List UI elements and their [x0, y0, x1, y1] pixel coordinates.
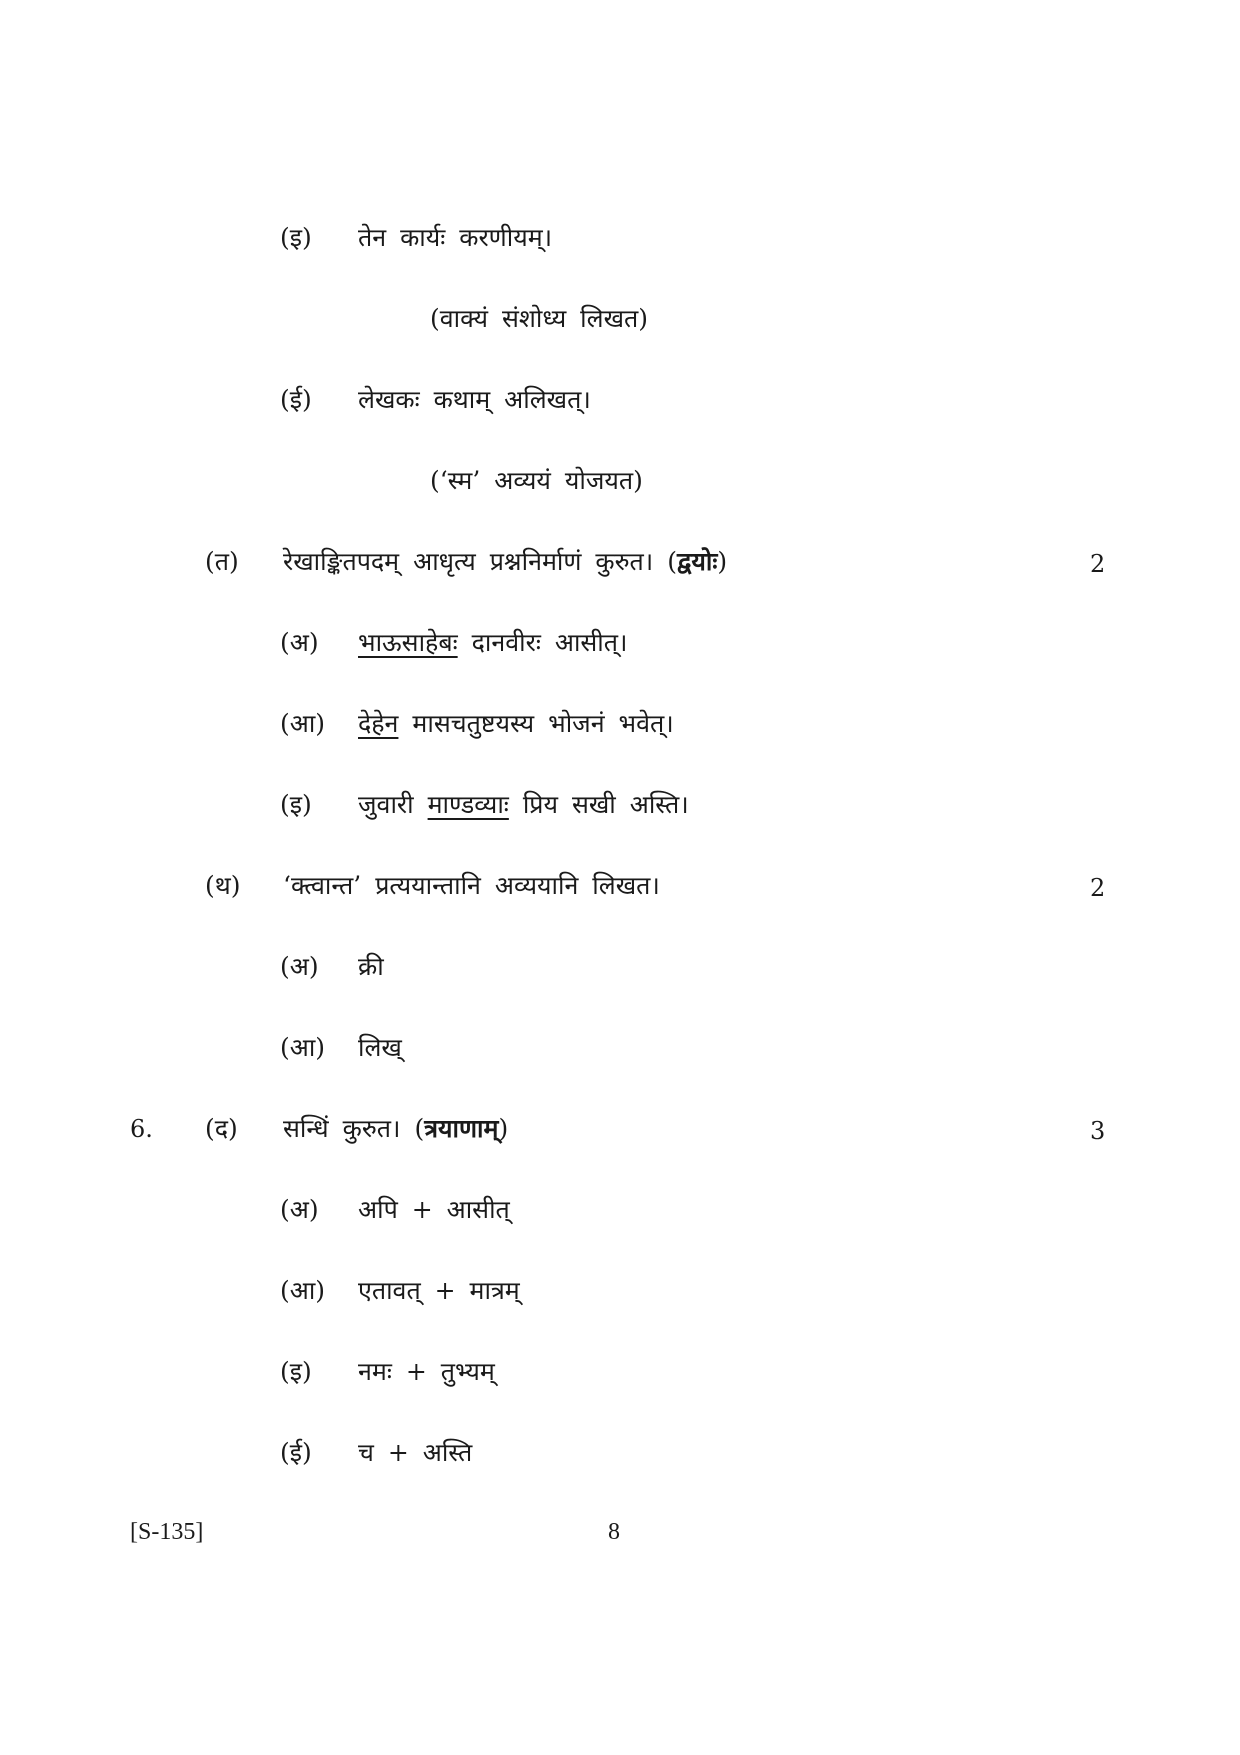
item-text: अपि + आसीत्	[358, 1195, 510, 1224]
item-text: दानवीरः आसीत्।	[471, 628, 628, 657]
item-label: (इ)	[280, 223, 312, 252]
item-text: नमः + तुभ्यम्	[358, 1357, 495, 1386]
item-text: क्री	[358, 952, 384, 981]
question-tha-marks: 2	[1090, 874, 1106, 902]
item-text: मासचतुष्टयस्य भोजनं भवेत्।	[412, 709, 674, 738]
item-label: (अ)	[280, 952, 319, 981]
question-bold-count: त्रयाणाम्	[424, 1114, 499, 1143]
question-da-marks: 3	[1090, 1117, 1106, 1145]
question-da-i	[280, 1355, 495, 1389]
question-label: (त)	[205, 547, 239, 576]
item-text: च + अस्ति	[358, 1438, 473, 1467]
item-label: (इ)	[280, 1357, 312, 1386]
item-text: प्रिय सखी अस्ति।	[522, 790, 689, 819]
question-da	[205, 1112, 508, 1146]
question-tha-a	[280, 950, 384, 984]
question-number: 6.	[130, 1115, 153, 1143]
question-ta-marks: 2	[1090, 550, 1106, 578]
question-close: )	[717, 547, 728, 576]
question-text: रेखाङ्कितपदम् आधृत्य प्रश्ननिर्माणं कुरुत। (	[283, 547, 677, 576]
question-ta	[205, 545, 727, 579]
item-label: (आ)	[280, 1033, 326, 1062]
item-i-sentence	[280, 221, 552, 255]
question-da-aa	[280, 1274, 520, 1308]
question-da-ii	[280, 1436, 472, 1470]
item-label: (अ)	[280, 628, 319, 657]
page-number: 8	[608, 1519, 620, 1545]
underlined-word: भाऊसाहेबः	[358, 628, 458, 657]
item-label: (अ)	[280, 1195, 319, 1224]
item-text: लेखकः कथाम् अलिखत्।	[358, 385, 591, 414]
item-label: (ई)	[280, 1438, 312, 1467]
item-label: (ई)	[280, 385, 312, 414]
item-ii-instruction: (‘स्म’ अव्ययं योजयत)	[430, 466, 643, 495]
question-label: (द)	[205, 1114, 238, 1143]
question-ta-aa	[280, 707, 674, 741]
item-text-pre: जुवारी	[358, 790, 414, 819]
item-text: लिख्	[358, 1033, 402, 1062]
item-ii-sentence	[280, 383, 591, 417]
underlined-word: माण्डव्याः	[427, 790, 509, 819]
paper-code: [S-135]	[130, 1519, 204, 1545]
item-text: एतावत् + मात्रम्	[358, 1276, 520, 1305]
question-tha	[205, 869, 660, 903]
question-ta-a	[280, 626, 627, 660]
item-label: (आ)	[280, 1276, 326, 1305]
question-da-a	[280, 1193, 510, 1227]
item-text: तेन कार्यः करणीयम्।	[358, 223, 553, 252]
question-text: सन्धिं कुरुत। (	[283, 1114, 425, 1143]
question-label: (थ)	[205, 871, 241, 900]
question-tha-aa	[280, 1031, 402, 1065]
question-close: )	[498, 1114, 509, 1143]
item-i-instruction: (वाक्यं संशोध्य लिखत)	[430, 304, 649, 333]
question-bold-count: द्वयोः	[676, 547, 718, 576]
item-label: (आ)	[280, 709, 326, 738]
question-text: ‘क्त्वान्त’ प्रत्ययान्तानि अव्ययानि लिखत।	[283, 871, 660, 900]
item-label: (इ)	[280, 790, 312, 819]
underlined-word: देहेन	[358, 709, 399, 738]
question-ta-i	[280, 788, 689, 822]
